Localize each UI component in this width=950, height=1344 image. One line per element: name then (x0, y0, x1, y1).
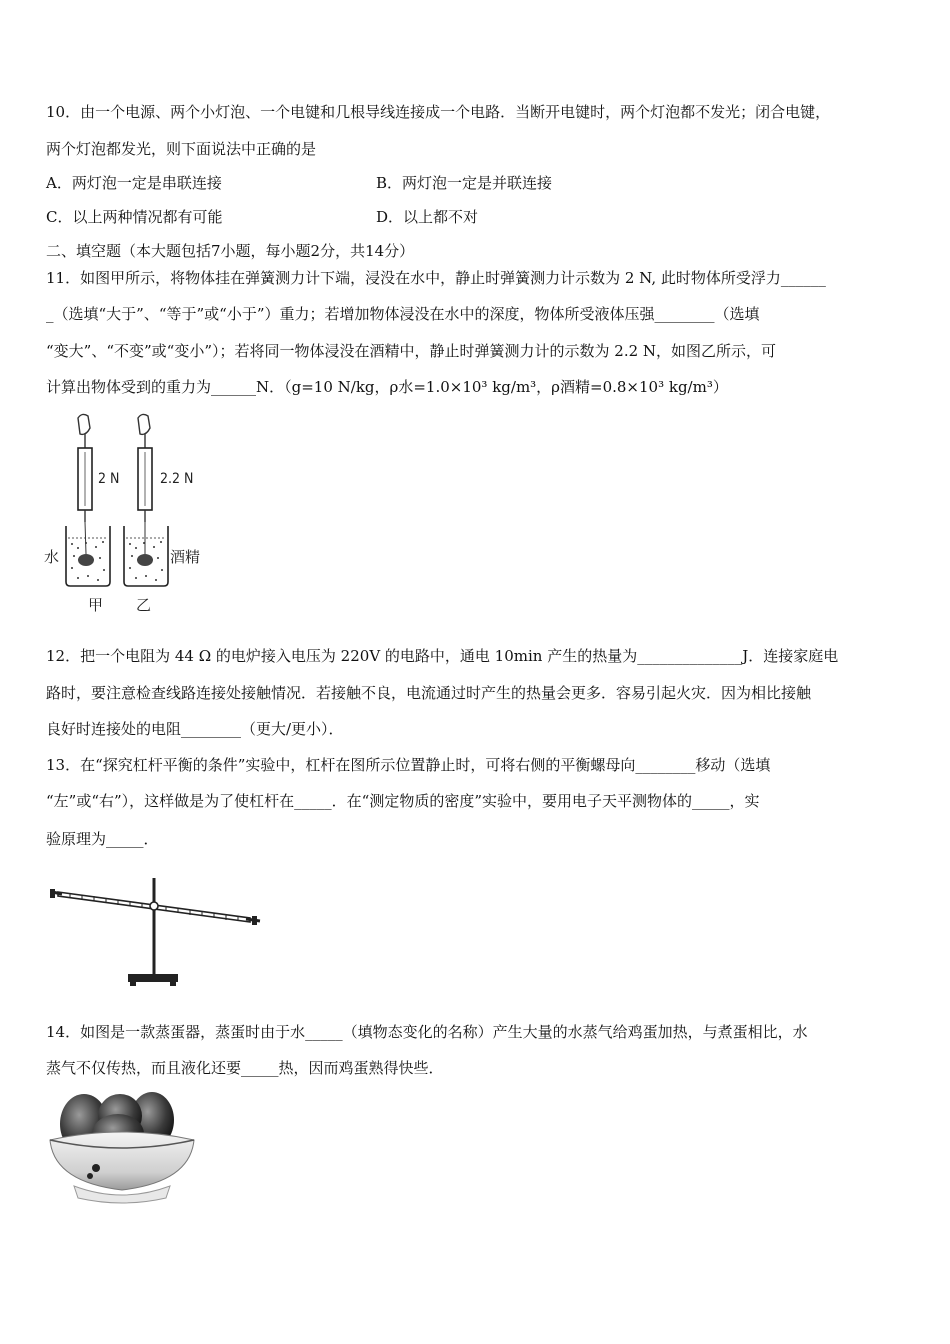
spring-scale-left (78, 434, 92, 522)
q11-stem-line1: 11．如图甲所示，将物体挂在弹簧测力计下端，浸没在水中，静止时弹簧测力计示数为 2 N, 此时物体所受浮力______ (46, 269, 826, 287)
q12-stem-line2: 路时，要注意检查线路连接处接触情况．若接触不良，电流通过时产生的热量会更多．容易引起火灾．因为相比接触 (46, 684, 812, 702)
figure-caption-left: 甲 (88, 596, 104, 614)
q14-stem-line1: 14．如图是一款蒸蛋器，蒸蛋时由于水_____（填物态变化的名称）产生大量的水蒸气给鸡蛋加热，与煮蛋相比，水 (46, 1023, 808, 1041)
q10-option-d: D．以上都不对 (376, 208, 479, 226)
q12-stem-line1: 12．把一个电阻为 44 Ω 的电炉接入电压为 220V 的电路中，通电 10min 产生的热量为______________J．连接家庭电 (46, 647, 839, 665)
q10-option-c: C．以上两种情况都有可能 (46, 208, 223, 226)
spring-scale-right (138, 434, 152, 522)
liquid-label-alcohol: 酒精 (170, 548, 201, 566)
hand-icon (78, 414, 150, 434)
q11-stem-line2: _（选填“大于”、“等于”或“小于”）重力；若增加物体浸没在水中的深度，物体所受液体压强________（选填 (46, 305, 760, 323)
q10-stem-line2: 两个灯泡都发光，则下面说法中正确的是 (46, 140, 317, 158)
q11-stem-line3: “变大”、“不变”或“变小”）；若将同一物体浸没在酒精中，静止时弹簧测力计的示数为 2.2 N，如图乙所示，可 (46, 342, 777, 360)
spring-scale-figure (40, 410, 220, 620)
q11-stem-line4: 计算出物体受到的重力为______N．（g=10 N/kg，ρ水=1.0×10³ kg/m³，ρ酒精=0.8×10³ kg/m³） (46, 378, 728, 396)
q10-option-a: A．两灯泡一定是串联连接 (46, 174, 222, 192)
scale-reading-right: 2.2 N (160, 471, 194, 487)
beaker-left (66, 526, 110, 586)
egg-steamer-image (44, 1090, 200, 1206)
figure-caption-right: 乙 (136, 596, 152, 614)
scale-reading-left: 2 N (98, 471, 120, 487)
q10-stem-line1: 10．由一个电源、两个小灯泡、一个电键和几根导线连接成一个电路．当断开电键时，两个灯泡都不发光；闭合电键， (46, 103, 831, 121)
q14-stem-line2: 蒸气不仅传热，而且液化还要_____热，因而鸡蛋熟得快些． (46, 1059, 444, 1077)
beaker-right (124, 526, 168, 586)
q12-stem-line3: 良好时连接处的电阻________（更大/更小）． (46, 720, 344, 738)
section-heading-fill-in: 二、填空题（本大题包括7小题，每小题2分，共14分） (46, 242, 415, 260)
q13-stem-line2: “左”或“右”），这样做是为了使杠杆在_____．在“测定物质的密度”实验中，要用电子天平测物体的_____，实 (46, 792, 760, 810)
q13-stem-line3: 验原理为_____． (46, 830, 159, 848)
lever-figure (50, 872, 265, 990)
q10-option-b: B．两灯泡一定是并联连接 (376, 174, 553, 192)
lever-stand (128, 878, 178, 986)
q13-stem-line1: 13．在“探究杠杆平衡的条件”实验中，杠杆在图所示位置静止时，可将右侧的平衡螺母向________移动（选填 (46, 756, 771, 774)
liquid-label-water: 水 (44, 548, 60, 566)
